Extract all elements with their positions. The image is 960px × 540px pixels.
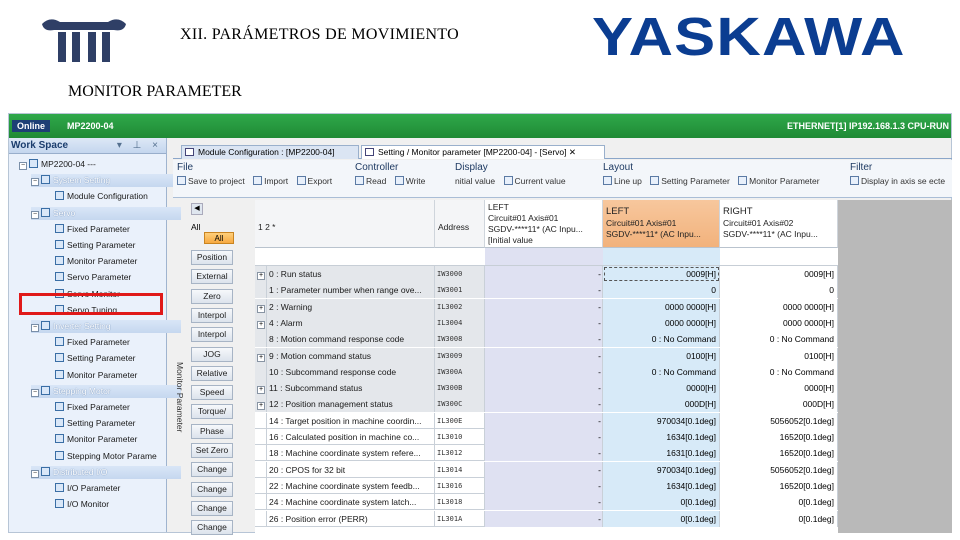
tree-label: Monitor Parameter (67, 434, 138, 445)
parameter-icon (55, 499, 64, 508)
right-current-value[interactable]: 0000 0000[H] (720, 299, 838, 315)
tree-label: Stepping Motor (53, 385, 111, 396)
export-button[interactable]: Export (297, 176, 333, 186)
ribbon-group-file (177, 162, 338, 186)
folder-icon (41, 467, 50, 476)
register-address: IL3002 (435, 299, 485, 315)
tree-item[interactable] (55, 352, 136, 365)
tree-label: Servo Parameter (67, 272, 132, 283)
yaskawa-logo: YASKAWA (592, 7, 906, 67)
tree-label: Servo Monitor (67, 288, 120, 299)
category-button[interactable]: JOG (191, 347, 233, 362)
right-current-value[interactable]: 000D[H] (720, 396, 838, 412)
parameter-name: 11 : Subcommand status (267, 380, 435, 396)
setting-parameter-button[interactable]: Setting Parameter (650, 176, 730, 186)
category-button[interactable]: Relative (191, 366, 233, 381)
tree-label: Servo (53, 207, 76, 218)
register-address: IW3008 (435, 331, 485, 347)
table-row[interactable] (255, 315, 838, 331)
register-address: IL3016 (435, 478, 485, 494)
empty-area (838, 200, 952, 533)
save-to-project-button[interactable]: Save to project (177, 176, 245, 186)
ribbon-group-layout (603, 162, 826, 186)
left-current-value[interactable]: 000D[H] (603, 396, 720, 412)
collapse-icon[interactable]: − (32, 210, 38, 218)
right-current-value[interactable]: 0[0.1deg] (720, 494, 838, 510)
parameter-name: 20 : CPOS for 32 bit (267, 462, 435, 478)
read-button[interactable]: Read (355, 176, 386, 186)
right-current-value[interactable]: 16520[0.1deg] (720, 429, 838, 445)
parameter-icon (55, 191, 64, 200)
register-address: IL3014 (435, 462, 485, 478)
category-button[interactable]: External (191, 269, 233, 284)
tree-item[interactable] (55, 239, 136, 252)
left-current-value[interactable]: 0 : No Command (603, 331, 720, 347)
tree-label: Servo Tuning (67, 304, 118, 315)
spacer-row-left-hl (603, 248, 720, 266)
right-current-value[interactable]: 0 : No Command (720, 364, 838, 380)
tree-label: Fixed Parameter (67, 402, 130, 412)
expand-cell (255, 445, 267, 461)
group-title-controller: Controller (355, 162, 399, 173)
left-axis1-current-header[interactable]: LEFT Circuit#01 Axis#01 SGDV-****11* (AC Inpu... (603, 200, 720, 248)
register-address: IW300A (435, 364, 485, 380)
all-button[interactable]: All (204, 232, 234, 244)
tree-root[interactable] (19, 158, 96, 171)
tree-group[interactable] (31, 385, 181, 398)
category-button[interactable]: Change (191, 520, 233, 535)
category-button[interactable]: Phase (191, 424, 233, 439)
table-row[interactable] (255, 429, 838, 445)
table-row[interactable] (255, 413, 838, 429)
register-address: IW3009 (435, 348, 485, 364)
initial-value-button[interactable]: nitial value (455, 176, 496, 186)
left-current-value[interactable]: 0000 0000[H] (603, 315, 720, 331)
parameter-icon (55, 434, 64, 443)
workspace-panel (9, 138, 167, 533)
collapse-icon[interactable]: − (32, 324, 38, 331)
tree-label: System Setting (53, 175, 111, 186)
ribbon (173, 160, 952, 198)
close-icon[interactable]: ✕ (568, 147, 577, 157)
parameter-icon (365, 148, 374, 156)
left-initial-value[interactable]: - (485, 445, 603, 461)
left-initial-value[interactable]: - (485, 429, 603, 445)
display-in-axis-button[interactable]: Display in axis se ecte (850, 176, 945, 186)
tree-item[interactable] (55, 271, 131, 284)
left-initial-value[interactable]: - (485, 331, 603, 347)
left-current-value[interactable]: 1631[0.1deg] (603, 445, 720, 461)
parameter-name: 12 : Position management status (267, 396, 435, 412)
tree-label: Setting Parameter (67, 418, 136, 429)
expand-icon[interactable]: + (258, 402, 264, 410)
monitor-parameter-button[interactable]: Monitor Parameter (738, 176, 819, 186)
title-bar (9, 114, 952, 138)
group-title-file: File (177, 162, 194, 173)
export-icon (297, 176, 306, 185)
tree-label: Monitor Parameter (67, 256, 138, 267)
tree-group[interactable] (31, 174, 181, 187)
left-current-value[interactable]: 0 (603, 282, 720, 298)
address-column-header: Address (435, 200, 485, 248)
tree-label: Setting Parameter (67, 240, 136, 250)
tree-label: Fixed Parameter (67, 337, 130, 348)
tree-group[interactable] (31, 320, 181, 333)
slide-title: XII. PARÁMETROS DE MOVIMIENTO (180, 26, 459, 43)
category-button[interactable]: Change (191, 482, 233, 497)
expand-icon[interactable]: + (258, 304, 264, 312)
category-button[interactable]: Interpol (191, 327, 233, 342)
parameter-icon (55, 418, 64, 427)
left-initial-value[interactable]: - (485, 266, 603, 282)
category-button[interactable]: Change (191, 501, 233, 516)
parameter-name: 24 : Machine coordinate system latch... (267, 494, 435, 510)
tree-item[interactable] (55, 223, 130, 236)
parameter-icon (55, 256, 64, 265)
parameter-icon (55, 451, 64, 460)
left-current-value[interactable]: 0009[H] (603, 266, 720, 282)
left-current-value[interactable]: 0 : No Command (603, 364, 720, 380)
parameter-icon (55, 370, 64, 379)
parameter-name: 0 : Run status (267, 266, 435, 282)
expand-cell (255, 364, 267, 380)
tree-label: Fixed Parameter (67, 223, 130, 234)
write-button[interactable]: Write (395, 176, 426, 186)
expand-icon[interactable]: + (258, 320, 264, 328)
table-row[interactable] (255, 445, 838, 461)
tree-group[interactable] (31, 207, 181, 220)
expand-cell (255, 478, 267, 494)
right-current-value[interactable]: 0009[H] (720, 266, 838, 282)
tab-strip (173, 143, 952, 159)
project-name: MP2200-04 (67, 121, 114, 131)
tree-label: Setting Parameter (67, 353, 136, 364)
parameter-icon (55, 402, 64, 411)
expand-cell (255, 511, 267, 527)
right-current-value[interactable]: 0 (720, 282, 838, 298)
all-filter-box (186, 200, 236, 248)
tree-item[interactable] (55, 336, 130, 349)
register-address: IL300E (435, 413, 485, 429)
left-current-value[interactable]: 0000 0000[H] (603, 299, 720, 315)
ribbon-group-controller (355, 162, 431, 186)
tab-setting-monitor[interactable]: Setting / Monitor parameter [MP2200-04] - [Servo] ✕ (361, 145, 605, 159)
parameter-grid (255, 200, 838, 533)
ribbon-group-filter (850, 162, 951, 186)
parameter-name: 26 : Position error (PERR) (267, 511, 435, 527)
expand-icon[interactable]: + (258, 272, 264, 279)
left-initial-value[interactable]: - (485, 315, 603, 331)
parameter-name: 18 : Machine coordinate system refere... (267, 445, 435, 461)
tree-label: MP2200-04 --- (41, 159, 96, 169)
table-row[interactable] (255, 299, 838, 315)
register-address: IW3001 (435, 282, 485, 298)
write-icon (395, 176, 404, 185)
parameter-icon (55, 337, 64, 346)
table-row[interactable] (255, 396, 838, 412)
group-title-layout: Layout (603, 162, 634, 173)
tree-label: Monitor Parameter (67, 369, 138, 380)
right-axis2-header[interactable]: RIGHT Circuit#01 Axis#02 SGDV-****11* (AC Inpu... (720, 200, 838, 248)
table-row[interactable] (255, 511, 838, 527)
table-row[interactable] (255, 282, 838, 298)
parameter-icon (55, 224, 64, 233)
module-config-icon (185, 148, 194, 156)
tree-item[interactable] (55, 417, 136, 430)
left-initial-value[interactable]: - (485, 364, 603, 380)
left-current-value[interactable]: 0100[H] (603, 348, 720, 364)
right-current-value[interactable]: 0100[H] (720, 348, 838, 364)
tree-label: Distributed I/O (53, 466, 108, 477)
left-initial-value[interactable]: - (485, 380, 603, 396)
expand-icon[interactable]: + (258, 386, 264, 394)
right-current-value[interactable]: 0000 0000[H] (720, 315, 838, 331)
category-button[interactable]: Change (191, 462, 233, 477)
tree-label: I/O Parameter (67, 483, 121, 493)
parameter-icon (55, 483, 64, 492)
right-current-value[interactable]: 5056052[0.1deg] (720, 462, 838, 478)
read-icon (355, 176, 364, 185)
tree-item[interactable] (55, 498, 109, 511)
tree-label: Inverter Setting (53, 321, 111, 331)
parameter-name: 10 : Subcommand response code (267, 364, 435, 380)
left-initial-value[interactable]: - (485, 396, 603, 412)
tab-module-configuration[interactable]: Module Configuration : [MP2200-04] (181, 145, 359, 159)
parameter-name: 16 : Calculated position in machine co... (267, 429, 435, 445)
left-initial-value[interactable]: - (485, 348, 603, 364)
tree-item[interactable] (55, 190, 148, 203)
online-badge[interactable]: Online (12, 120, 50, 132)
line-up-icon (603, 176, 612, 185)
table-row[interactable] (255, 462, 838, 478)
expand-cell (255, 331, 267, 347)
tree-item[interactable] (55, 433, 137, 446)
workspace-title: Work Space (11, 140, 69, 151)
collapse-icon[interactable]: − (32, 388, 38, 396)
collapse-icon[interactable]: − (32, 469, 38, 477)
register-address: IW300B (435, 380, 485, 396)
right-current-value[interactable]: 0[0.1deg] (720, 511, 838, 527)
filter-icon (850, 176, 859, 185)
parameter-name: 2 : Warning (267, 299, 435, 315)
monitor-parameter-icon (738, 176, 747, 185)
category-button[interactable]: Set Zero (191, 443, 233, 458)
left-initial-value[interactable]: - (485, 282, 603, 298)
parameter-icon (29, 159, 38, 168)
workspace-header (9, 138, 166, 154)
left-current-value[interactable]: 970034[0.1deg] (603, 413, 720, 429)
tree-item[interactable] (55, 255, 137, 268)
expand-cell (255, 348, 267, 364)
category-button[interactable]: Speed (191, 385, 233, 400)
table-row[interactable] (255, 478, 838, 494)
folder-icon (41, 175, 50, 184)
parameter-name: 9 : Motion command status (267, 348, 435, 364)
register-address: IL301A (435, 511, 485, 527)
import-icon (253, 176, 262, 185)
category-button[interactable]: Interpol (191, 308, 233, 323)
spacer-row (255, 248, 485, 266)
right-current-value[interactable]: 5056052[0.1deg] (720, 413, 838, 429)
parameter-name: 4 : Alarm (267, 315, 435, 331)
spacer-row-left (485, 248, 603, 266)
left-initial-value[interactable]: - (485, 462, 603, 478)
all-label: All (191, 222, 201, 232)
register-address: IL3018 (435, 494, 485, 510)
expand-cell (255, 380, 267, 396)
expand-cell (255, 413, 267, 429)
register-address: IW300C (435, 396, 485, 412)
expand-cell (255, 429, 267, 445)
category-button[interactable]: Zero (191, 289, 233, 304)
current-value-icon (504, 176, 513, 185)
group-title-filter: Filter (850, 162, 873, 173)
left-initial-value[interactable]: - (485, 299, 603, 315)
columns-logo (40, 16, 128, 66)
left-current-value[interactable]: 0[0.1deg] (603, 494, 720, 510)
spacer-row-right (720, 248, 838, 266)
tree-label: I/O Monitor (67, 499, 110, 510)
left-initial-value[interactable]: - (485, 511, 603, 527)
tree-item[interactable] (55, 450, 157, 463)
folder-icon (41, 321, 50, 330)
table-row[interactable] (255, 266, 838, 282)
expand-cell (255, 266, 267, 282)
left-current-value[interactable]: 970034[0.1deg] (603, 462, 720, 478)
left-axis1-header[interactable]: LEFT Circuit#01 Axis#01 SGDV-****11* (AC Inpu... [Initial value (485, 200, 603, 248)
register-address: IW3000 (435, 266, 485, 282)
parameter-name: 1 : Parameter number when range ove... (267, 282, 435, 298)
expand-cell (255, 462, 267, 478)
scroll-up-icon[interactable]: ◀ (191, 203, 203, 215)
tree-group[interactable] (31, 466, 181, 479)
left-initial-value[interactable]: - (485, 494, 603, 510)
left-initial-value[interactable]: - (485, 478, 603, 494)
register-address: IL3010 (435, 429, 485, 445)
left-current-value[interactable]: 1634[0.1deg] (603, 478, 720, 494)
right-current-value[interactable]: 0000[H] (720, 380, 838, 396)
tree-item[interactable] (55, 401, 130, 414)
expand-cell (255, 494, 267, 510)
register-address: IL3012 (435, 445, 485, 461)
group-title-display: Display (455, 162, 488, 173)
table-row[interactable] (255, 364, 838, 380)
table-row[interactable] (255, 331, 838, 347)
parameter-icon (55, 272, 64, 281)
expand-cell (255, 282, 267, 298)
monitor-parameter-vertical-label: Monitor Parameter (175, 362, 185, 433)
table-row[interactable] (255, 348, 838, 364)
parameter-name: 8 : Motion command response code (267, 331, 435, 347)
connection-status: ETHERNET[1] IP192.168.1.3 CPU-RUN (786, 121, 949, 131)
save-icon (177, 176, 186, 185)
category-button[interactable]: Position (191, 250, 233, 265)
expand-cell (255, 396, 267, 412)
parameter-icon (55, 353, 64, 362)
setting-parameter-icon (650, 176, 659, 185)
folder-icon (41, 386, 50, 395)
parameter-name: 14 : Target position in machine coordin... (267, 413, 435, 429)
parameter-name: 22 : Machine coordinate system feedb... (267, 478, 435, 494)
category-button[interactable]: Torque/ (191, 404, 233, 419)
left-current-value[interactable]: 1634[0.1deg] (603, 429, 720, 445)
right-current-value[interactable]: 16520[0.1deg] (720, 445, 838, 461)
table-row[interactable] (255, 380, 838, 396)
tree-item[interactable] (55, 482, 120, 495)
collapse-icon[interactable]: − (20, 162, 26, 169)
slide-subtitle: MONITOR PARAMETER (68, 83, 242, 100)
register-address: IL3004 (435, 315, 485, 331)
tree-label: Module Configuration (67, 191, 148, 202)
current-value-button[interactable]: Current value (504, 176, 566, 186)
line-up-button[interactable]: Line up (603, 176, 642, 186)
tree-label: Stepping Motor Parame (67, 450, 157, 461)
table-row[interactable] (255, 494, 838, 510)
left-current-value[interactable]: 0[0.1deg] (603, 511, 720, 527)
right-current-value[interactable]: 16520[0.1deg] (720, 478, 838, 494)
panel-controls[interactable]: ▾ ⊥ × (116, 140, 162, 151)
highlight-box (19, 293, 163, 315)
expand-icon[interactable]: + (258, 353, 264, 361)
left-initial-value[interactable]: - (485, 413, 603, 429)
expand-cell (255, 299, 267, 315)
import-button[interactable]: Import (253, 176, 288, 186)
folder-icon (41, 208, 50, 217)
tree-item[interactable] (55, 369, 137, 382)
expand-cell (255, 315, 267, 331)
ribbon-group-display (455, 162, 572, 186)
left-current-value[interactable]: 0000[H] (603, 380, 720, 396)
right-current-value[interactable]: 0 : No Command (720, 331, 838, 347)
collapse-icon[interactable]: − (32, 178, 38, 186)
parameter-icon (55, 240, 64, 249)
name-column-header: 1 2 * (255, 200, 435, 248)
